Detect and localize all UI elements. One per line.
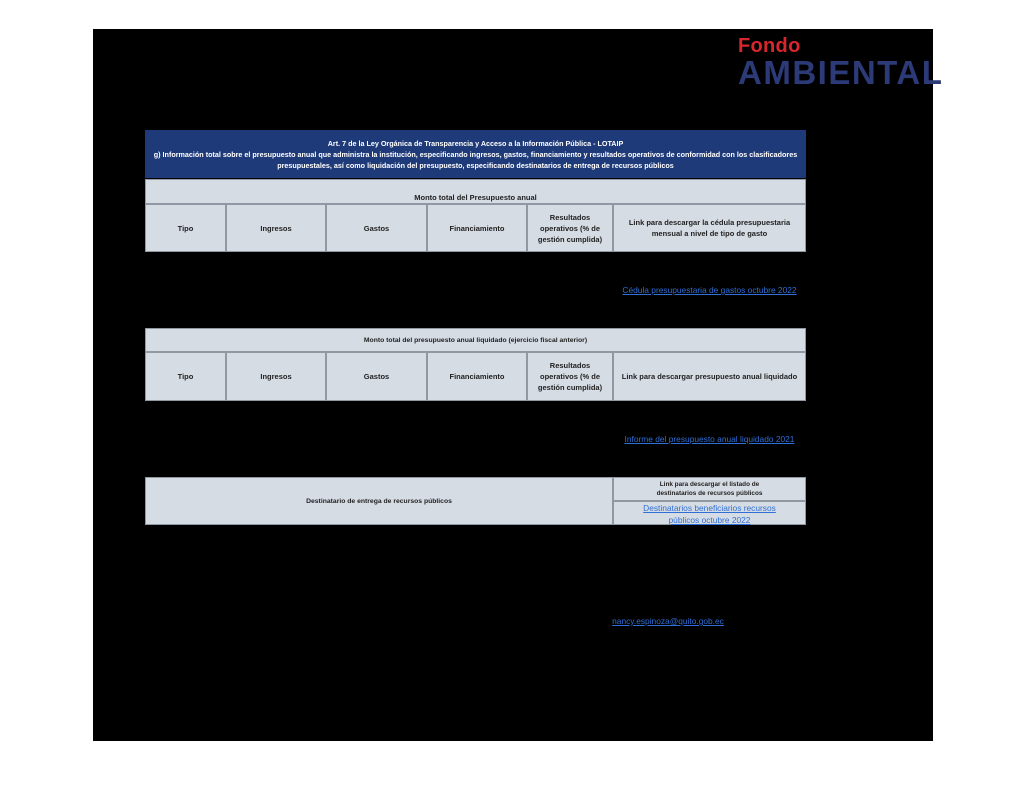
section1-col-gastos: Gastos <box>326 204 427 252</box>
destinatarios-beneficiarios-link[interactable]: Destinatarios beneficiarios recursos públicos octubre 2022 <box>643 503 776 525</box>
section1-col-link: Link para descargar la cédula presupuestaria mensual a nivel de tipo de gasto <box>613 204 806 252</box>
logo-top-text: Fondo <box>738 35 801 57</box>
section1-col-tipo: Tipo <box>145 204 226 252</box>
section2-col-ingresos: Ingresos <box>226 352 326 401</box>
section2-col-link: Link para descargar presupuesto anual liquidado <box>613 352 806 401</box>
logo-bottom-text: AMBIENTAL <box>738 54 944 91</box>
contact-email-link[interactable]: nancy.espinoza@quito.gob.ec <box>612 616 724 626</box>
fondo-ambiental-logo <box>738 36 943 89</box>
section2-col-resultados: Resultados operativos (% de gestión cumplida) <box>527 352 613 401</box>
section2-col-gastos: Gastos <box>326 352 427 401</box>
section2-col-financiamiento: Financiamiento <box>427 352 527 401</box>
section1-col-ingresos: Ingresos <box>226 204 326 252</box>
section2-title: Monto total del presupuesto anual liquidado (ejercicio fiscal anterior) <box>145 328 806 352</box>
section1-col-financiamiento: Financiamiento <box>427 204 527 252</box>
section2-col-tipo: Tipo <box>145 352 226 401</box>
cedula-presupuestaria-link[interactable]: Cédula presupuestaria de gastos octubre 2022 <box>622 285 797 295</box>
section1-col-resultados: Resultados operativos (% de gestión cumplida) <box>527 204 613 252</box>
header-subtitle: g) Información total sobre el presupuesto anual que administra la institución, especificando ingresos, gastos, financiamiento y resultados operativos de conformidad con los clasificadores presupuestales, así como liquidación del presupuesto, especificando destinatarios de entrega de recursos públicos <box>153 149 798 170</box>
destinatarios-link-header: Link para descargar el listado de destinatarios de recursos públicos <box>613 477 806 501</box>
header-title: Art. 7 de la Ley Orgánica de Transparencia y Acceso a la Información Pública - LOTAIP <box>327 138 624 148</box>
destinatario-label: Destinatario de entrega de recursos públicos <box>145 477 613 525</box>
presupuesto-liquidado-link[interactable]: Informe del presupuesto anual liquidado 2021 <box>624 434 795 444</box>
section1-title: Monto total del Presupuesto anual <box>145 179 806 204</box>
lotaip-header <box>145 130 806 178</box>
